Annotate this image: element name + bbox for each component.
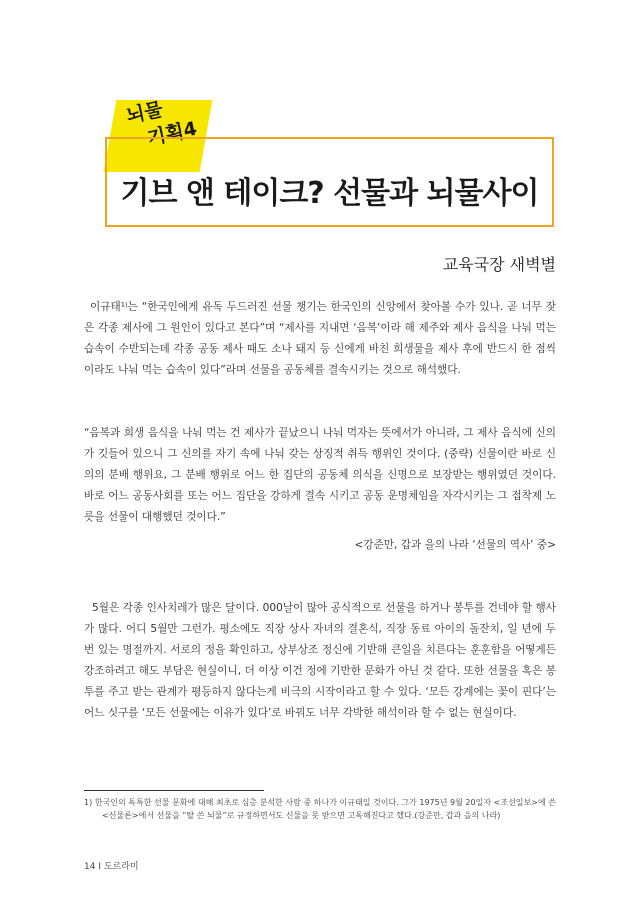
paragraph-quote: “음복과 희생 음식을 나눠 먹는 건 제사가 끝났으니 나눠 먹자는 뜻에서가 아니라, 그 제사 음식에 신의가 깃들어 있으니 그 신의를 자기 속에 나눠 갖는 상징적 취득 행위인 것이다. (중략) 신물이란 바로 신의의 분배 행위요, 그 분배 행위로 어느 한 집단의 공동체 의식을 신명으로 보장받는 행위였던 것이다. 바로 어느 공동사회를 또는 어느 집단을 강하게 결속 시키고 공동 운명체임을 자각시키는 그 접착제 노릇을 선물이 대행했던 것이다.”	[84, 427, 556, 523]
article-author: 교육국장 새벽별	[442, 255, 556, 274]
series-label-line2: 기획4	[145, 117, 199, 150]
footnote: 1) 한국인의 독특한 선물 문화에 대해 최초로 심층 분석한 사람 중 하나가 이규태일 것이다. 그가 1975년 9월 20일자 <조선일보>에 쓴 <신물론>에서 선물을 “탈 쓴 뇌물”로 규정하면서도 신물을 못 받으면 고독해진다고 했다.(강준만, 갑과 을의 나라)	[84, 798, 556, 820]
paragraph-main: 5월은 각종 인사치레가 많은 달이다. 000날이 많아 공식적으로 선물을 하거나 봉투를 건네야 할 행사가 많다. 어디 5월만 그런가. 평소에도 직장 상사 자녀의 결혼식, 직장 동료 아이의 돌잔치, 일 년에 두 번 있는 명절까지. 서로의 정을 확인하고, 상부상조 정신에 기반해 큰일을 치른다는 훈훈함을 어떻게든 강조하려고 해도 부담은 현실이니, 더 이상 이건 정에 기반한 문화가 아닌 것 같다. 또한 선물을 혹은 봉투를 주고 받는 관계가 평등하지 않다는게 비극의 시작이라고 할 수 있다. ‘모든 강계에는 꽃이 핀다’는 어느 싯구를 ‘모든 선물에는 이유가 있다’로 바꿔도 너무 각박한 해석이라 할 수 없는 현실이다.	[84, 602, 556, 719]
paragraph-intro: 이규태¹⁾는 “한국인에게 유독 두드러진 선물 챙기는 한국인의 신앙에서 찾아볼 수가 있나. 곧 너무 잦은 각종 제사에 그 원인이 있다고 본다”며 “제사를 지내면 ‘음복’이라 해 제주와 제사 음식을 나눠 먹는 습속이 수반되는데 각종 공동 제사 때도 소나 돼지 등 신에게 바친 희생물을 제사 후에 반드시 한 점씩이라도 나눠 먹는 습속이 있다”라며 선물을 공동체를 결속시키는 것으로 해석했다.	[84, 301, 556, 376]
article-title: 기브 앤 테이크? 선물과 뇌물사이	[120, 176, 539, 211]
series-label-line1: 뇌물	[124, 98, 165, 128]
footnote-divider	[84, 790, 264, 791]
quote-citation: <강준만, 갑과 을의 나라 ‘선물의 역사’ 중>	[354, 539, 556, 551]
page-number-footer: 14 I 도르라미	[84, 862, 139, 872]
